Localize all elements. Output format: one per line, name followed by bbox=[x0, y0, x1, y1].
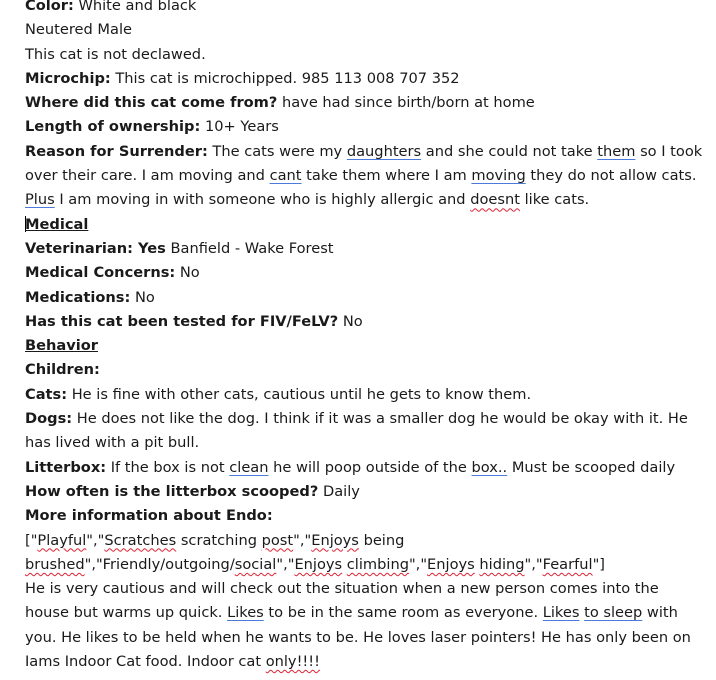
vet-value: Banfield - Wake Forest bbox=[170, 239, 334, 257]
meds-line bbox=[25, 286, 695, 310]
litterbox-text: he will poop outside of the bbox=[273, 458, 467, 476]
narrative-text: to sleep bbox=[584, 604, 643, 622]
traits-text: post bbox=[261, 531, 294, 549]
traits-text: "," bbox=[408, 555, 428, 573]
reason-label: Reason for Surrender: bbox=[25, 142, 208, 160]
traits-text: brushed bbox=[25, 555, 85, 573]
traits-text: "," bbox=[524, 555, 543, 573]
ownership-line bbox=[25, 115, 695, 139]
reason-text: take them where I am bbox=[306, 167, 467, 185]
concerns-line bbox=[25, 261, 695, 285]
narrative-text: to be in the same room as everyone. bbox=[268, 604, 539, 622]
litterbox-label: Litterbox: bbox=[25, 458, 107, 476]
reason-text: I am moving in with someone who is highly allergic and bbox=[59, 191, 466, 209]
behavior-heading: Behavior bbox=[25, 337, 98, 355]
narrative-line-4 bbox=[25, 650, 695, 674]
reason-text: they do not allow cats. bbox=[530, 167, 697, 185]
meds-label: Medications: bbox=[25, 288, 131, 306]
reason-text: like cats. bbox=[524, 191, 590, 209]
more-info-line bbox=[25, 504, 695, 528]
traits-text: "] bbox=[592, 555, 605, 573]
fiv-value: No bbox=[342, 312, 363, 330]
color-value: White and black bbox=[78, 0, 197, 14]
traits-text: being bbox=[363, 531, 405, 549]
origin-value: have had since birth/born at home bbox=[281, 94, 535, 112]
vet-line bbox=[25, 237, 695, 261]
traits-text: Playful bbox=[37, 531, 87, 549]
traits-text: Enjoys bbox=[294, 555, 343, 573]
traits-line-1 bbox=[25, 529, 695, 553]
reason-line-3 bbox=[25, 188, 695, 212]
traits-text: Scratches bbox=[104, 531, 177, 549]
traits-text: hiding bbox=[479, 555, 525, 573]
reason-text: The cats were my bbox=[212, 142, 343, 160]
color-label: Color: bbox=[25, 0, 74, 14]
vet-label: Veterinarian: Yes bbox=[25, 239, 166, 257]
traits-text: climbing bbox=[346, 555, 409, 573]
concerns-label: Medical Concerns: bbox=[25, 264, 176, 282]
sex-line: Neutered Male bbox=[25, 21, 132, 39]
more-info-label: More information about Endo: bbox=[25, 507, 273, 525]
traits-text: social bbox=[234, 555, 277, 573]
reason-text: moving bbox=[471, 167, 526, 185]
meds-value: No bbox=[134, 288, 155, 306]
narrative-line-3: you. He likes to be held when he wants to be. He loves laser pointers! He has only been on bbox=[25, 628, 691, 646]
reason-text: doesnt bbox=[470, 191, 520, 209]
narrative-text: with bbox=[646, 604, 678, 622]
cats-label: Cats: bbox=[25, 385, 68, 403]
narrative-text: Likes bbox=[227, 604, 264, 622]
reason-text: so I took bbox=[640, 142, 703, 160]
narrative-line-2 bbox=[25, 601, 695, 625]
reason-text: cant bbox=[269, 167, 302, 185]
traits-text: "," bbox=[293, 531, 312, 549]
scoop-line bbox=[25, 480, 695, 504]
origin-label: Where did this cat come from? bbox=[25, 94, 278, 112]
microchip-value: This cat is microchipped. 985 113 008 707 352 bbox=[115, 69, 460, 87]
narrative-text: Iams Indoor Cat food. Indoor cat bbox=[25, 653, 262, 671]
document-body bbox=[25, 0, 703, 674]
behavior-heading-line bbox=[25, 334, 695, 358]
narrative-text: house but warms up quick. bbox=[25, 604, 223, 622]
traits-text: ","Friendly/outgoing/ bbox=[84, 555, 235, 573]
children-label: Children: bbox=[25, 361, 100, 379]
narrative-text: only!!!! bbox=[265, 653, 320, 671]
reason-text: daughters bbox=[346, 142, 422, 160]
traits-text: Fearful bbox=[542, 555, 593, 573]
medical-heading-line bbox=[25, 213, 695, 237]
cats-line bbox=[25, 383, 695, 407]
litterbox-text: If the box is not bbox=[110, 458, 225, 476]
reason-text: and she could not take bbox=[425, 142, 593, 160]
concerns-value: No bbox=[179, 264, 200, 282]
dogs-value: He does not like the dog. I think if it was a smaller dog he would be okay with it. He bbox=[76, 410, 688, 428]
color-line bbox=[25, 0, 695, 18]
reason-line-2 bbox=[25, 164, 695, 188]
dogs-line-1 bbox=[25, 407, 695, 431]
scoop-value: Daily bbox=[322, 482, 360, 500]
traits-text: "," bbox=[86, 531, 105, 549]
traits-text: "," bbox=[276, 555, 295, 573]
microchip-label: Microchip: bbox=[25, 69, 111, 87]
dogs-label: Dogs: bbox=[25, 410, 73, 428]
declawed-line: This cat is not declawed. bbox=[25, 45, 206, 63]
traits-text: [" bbox=[25, 531, 38, 549]
medical-heading: Medical bbox=[25, 215, 89, 233]
traits-text: Enjoys bbox=[427, 555, 475, 573]
reason-text: Plus bbox=[25, 191, 55, 209]
origin-line bbox=[25, 91, 695, 115]
reason-text: them bbox=[597, 142, 636, 160]
dogs-line-2: has lived with a pit bull. bbox=[25, 434, 200, 452]
fiv-line bbox=[25, 310, 695, 334]
scoop-label: How often is the litterbox scooped? bbox=[25, 482, 319, 500]
ownership-label: Length of ownership: bbox=[25, 118, 201, 136]
narrative-line-1: He is very cautious and will check out the situation when a new person comes into the bbox=[25, 580, 659, 598]
traits-text: scratching bbox=[180, 531, 257, 549]
reason-line-1 bbox=[25, 140, 703, 164]
cats-value: He is fine with other cats, cautious until he gets to know them. bbox=[71, 385, 532, 403]
traits-text: Enjoys bbox=[311, 531, 359, 549]
ownership-value: 10+ Years bbox=[204, 118, 279, 136]
litterbox-text: clean bbox=[229, 458, 269, 476]
litterbox-text: Must be scooped daily bbox=[511, 458, 676, 476]
narrative-text: Likes bbox=[542, 604, 580, 622]
reason-text: over their care. I am moving and bbox=[25, 167, 265, 185]
children-line bbox=[25, 358, 695, 382]
litterbox-line bbox=[25, 456, 695, 480]
litterbox-text: box.. bbox=[471, 458, 508, 476]
microchip-line bbox=[25, 67, 695, 91]
fiv-label: Has this cat been tested for FIV/FeLV? bbox=[25, 312, 339, 330]
traits-line-2 bbox=[25, 553, 695, 577]
